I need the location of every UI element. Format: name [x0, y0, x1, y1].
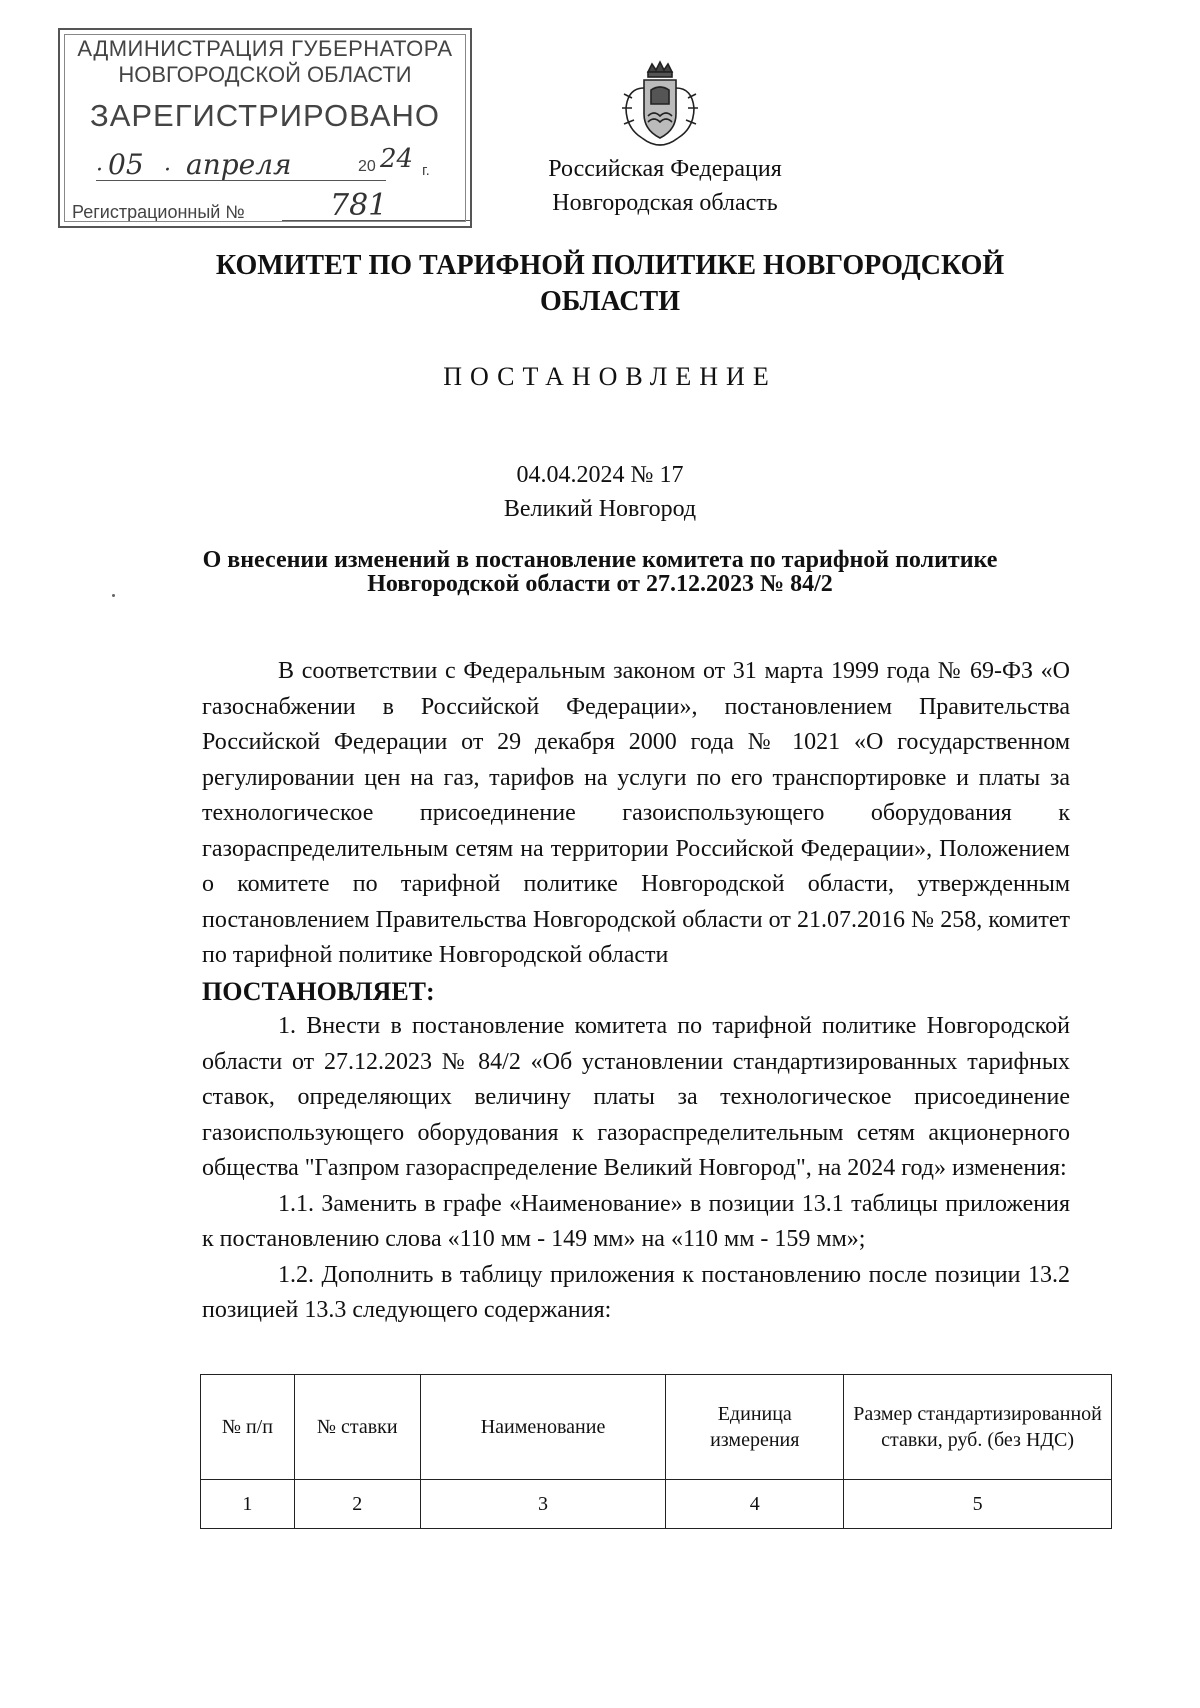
stamp-year: 24 — [380, 144, 414, 174]
header-cell-unit: Единица измерения — [666, 1375, 844, 1480]
registration-stamp — [58, 28, 472, 228]
decree-word: ПОСТАНОВЛЯЕТ: — [202, 976, 435, 1006]
stamp-month: апреля — [186, 148, 292, 181]
header-cell-row-number: № п/п — [201, 1375, 295, 1480]
header-country: Российская Федерация — [548, 156, 782, 182]
rates-table — [200, 1374, 1112, 1529]
document-body — [202, 654, 1070, 1329]
header-cell-name: Наименование — [420, 1375, 666, 1480]
stamp-year-prefix: 20 — [358, 158, 376, 175]
header-cell-rate-number: № ставки — [294, 1375, 420, 1480]
stamp-dot: · — [164, 158, 171, 183]
stamp-org-line1: АДМИНИСТРАЦИЯ ГУБЕРНАТОРА — [77, 36, 453, 61]
committee-name-line1: КОМИТЕТ ПО ТАРИФНОЙ ПОЛИТИКЕ НОВГОРОДСКОЙ — [215, 250, 1005, 281]
stamp-reg-label: Регистрационный № — [72, 202, 245, 222]
stamp-date — [96, 144, 436, 184]
table-cell: 5 — [844, 1480, 1112, 1529]
document-title-line2: Новгородской области от 27.12.2023 № 84/2 — [367, 571, 833, 597]
stamp-dot: · — [96, 158, 103, 183]
table-cell: 4 — [666, 1480, 844, 1529]
table-cell: 2 — [294, 1480, 420, 1529]
table-cell: 1 — [201, 1480, 295, 1529]
document-type: ПОСТАНОВЛЕНИЕ — [443, 362, 777, 391]
header-cell-rate-amount: Размер стандартизированной ставки, руб. (без НДС) — [844, 1375, 1112, 1480]
table-cell: 3 — [420, 1480, 666, 1529]
stray-mark — [112, 594, 115, 597]
committee-name — [160, 248, 1060, 320]
stamp-year-suffix: г. — [422, 162, 430, 179]
stamp-reg-number: 781 — [330, 188, 388, 223]
table-header-row — [201, 1375, 1112, 1480]
stamp-registered: ЗАРЕГИСТРИРОВАНО — [89, 98, 440, 133]
document-date-number: 04.04.2024 № 17 — [516, 462, 684, 488]
item-1-2-paragraph: 1.2. Дополнить в таблицу приложения к постановлению после позиции 13.2 позицией 13.3 следующего содержания: — [202, 1261, 1070, 1323]
stamp-org-line2: НОВГОРОДСКОЙ ОБЛАСТИ — [118, 62, 412, 87]
table-row — [201, 1480, 1112, 1529]
stamp-reg-line — [282, 220, 470, 221]
document-title — [200, 548, 1000, 596]
stamp-day: 05 — [108, 148, 144, 181]
item-1-paragraph: 1. Внести в постановление комитета по тарифной политике Новгородской области от 27.12.2023 № 84/2 «Об установлении стандартизированных тарифных ставок, определяющих величину платы за технологическое присоединение газоиспользующего оборудования к газораспределительным сетям акционерного общества "Газпром газораспределение Великий Новгород", на 2024 год» изменения: — [202, 1013, 1070, 1181]
document-city: Великий Новгород — [503, 496, 697, 522]
stamp-date-line — [96, 180, 386, 181]
committee-name-line2: ОБЛАСТИ — [540, 286, 680, 317]
item-1-1-paragraph: 1.1. Заменить в графе «Наименование» в позиции 13.1 таблицы приложения к постановлению слова «110 мм - 149 мм» на «110 мм - 159 мм»; — [202, 1190, 1070, 1252]
preamble-paragraph: В соответствии с Федеральным законом от 31 марта 1999 года № 69-ФЗ «О газоснабжении в Российской Федерации», постановлением Правительства Российской Федерации от 29 декабря 2000 года № 1021 «О государственном регулировании цен на газ, тарифов на услуги по его транспортировке и платы за технологическое присоединение газоиспользующего оборудования к газораспределительным сетям на территории Российской Федерации», Положением о комитете по тарифной политике Новгородской области, утвержденным постановлением Правительства Новгородской области от 21.07.2016 № 258, комитет по тарифной политике Новгородской области — [202, 658, 1070, 968]
header-region: Новгородская область — [552, 190, 778, 216]
document-title-line1: О внесении изменений в постановление комитета по тарифной политике — [202, 547, 998, 573]
coat-of-arms-icon — [618, 58, 702, 154]
